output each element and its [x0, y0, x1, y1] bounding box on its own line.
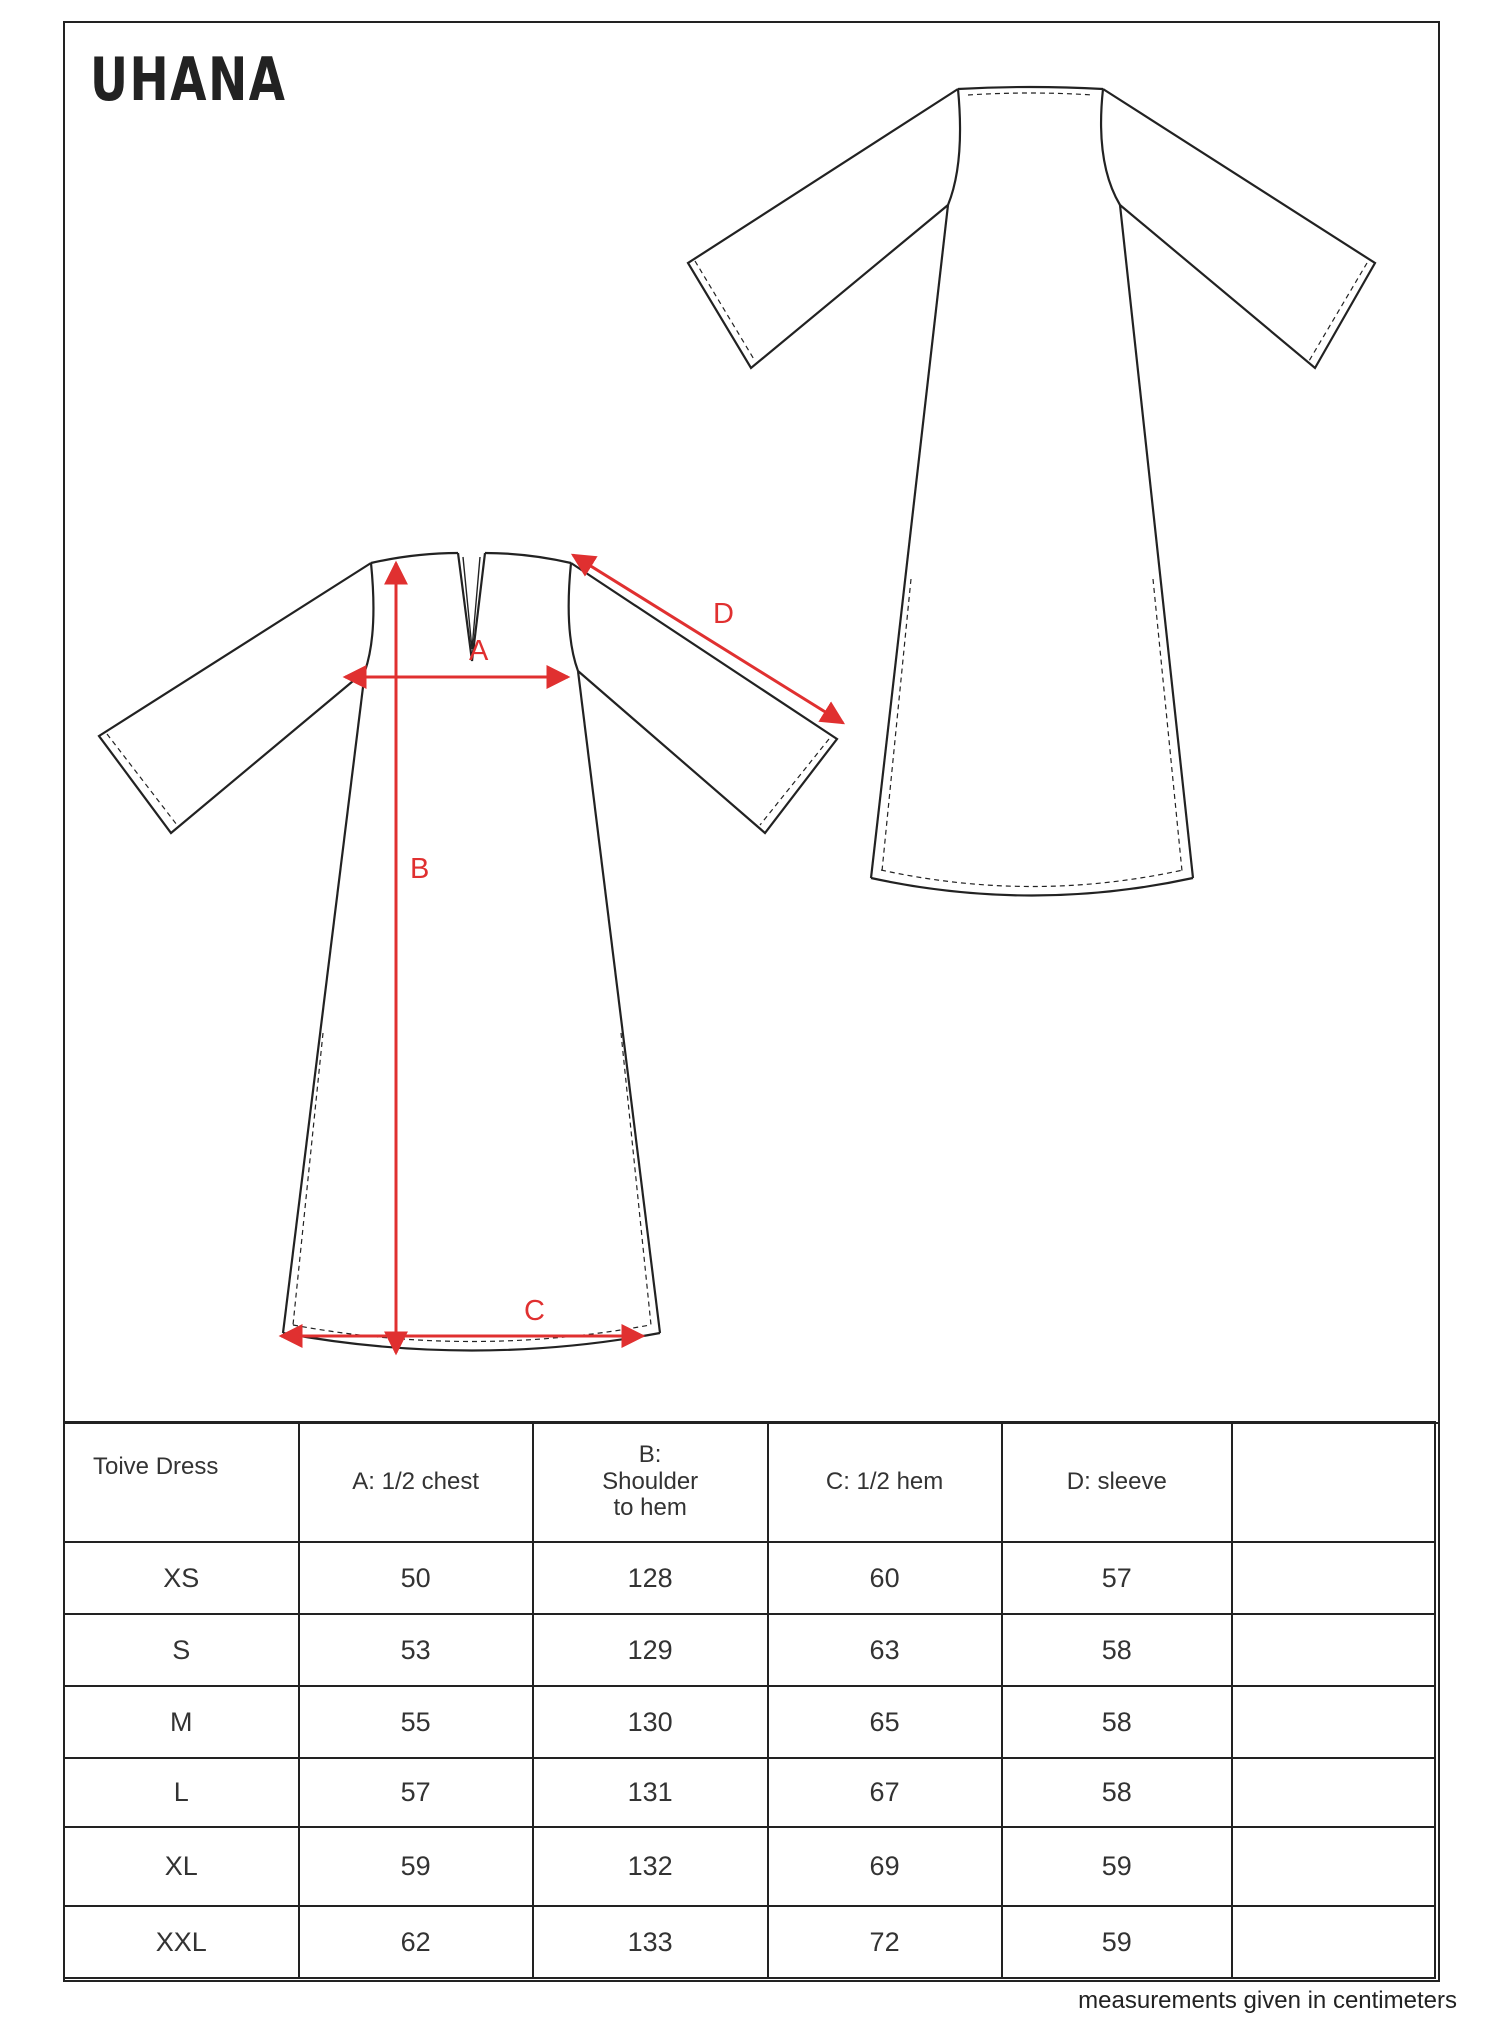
units-footnote: measurements given in centimeters [1078, 1987, 1457, 2014]
cell-hem: 67 [768, 1758, 1002, 1827]
header-shoulder-to-hem: B: Shoulder to hem [533, 1422, 768, 1542]
cell-extra [1232, 1827, 1435, 1906]
table-row [64, 1614, 1435, 1686]
cell-chest: 59 [299, 1827, 533, 1906]
cell-chest: 62 [299, 1906, 533, 1978]
cell-size: M [64, 1686, 299, 1758]
cell-size: XL [64, 1827, 299, 1906]
cell-extra [1232, 1614, 1435, 1686]
cell-size: L [64, 1758, 299, 1827]
cell-extra [1232, 1758, 1435, 1827]
diagram-area [65, 23, 1438, 1424]
cell-size: XS [64, 1542, 299, 1614]
cell-sleeve: 59 [1002, 1827, 1232, 1906]
cell-size: S [64, 1614, 299, 1686]
table-header-row [64, 1422, 1435, 1542]
cell-shoulder-to-hem: 131 [533, 1758, 768, 1827]
cell-size: XXL [64, 1906, 299, 1978]
table-title: Toive Dress [64, 1422, 299, 1542]
cell-sleeve: 58 [1002, 1758, 1232, 1827]
cell-shoulder-to-hem: 130 [533, 1686, 768, 1758]
measure-a-label: A [469, 635, 489, 667]
cell-chest: 53 [299, 1614, 533, 1686]
cell-chest: 55 [299, 1686, 533, 1758]
measure-d-label: D [713, 598, 734, 630]
cell-extra [1232, 1686, 1435, 1758]
measure-c-label: C [524, 1295, 545, 1327]
cell-shoulder-to-hem: 132 [533, 1827, 768, 1906]
back-view-dress [617, 87, 1375, 896]
cell-hem: 65 [768, 1686, 1002, 1758]
cell-hem: 69 [768, 1827, 1002, 1906]
size-chart-sheet [63, 21, 1440, 1982]
cell-extra [1232, 1542, 1435, 1614]
cell-chest: 57 [299, 1758, 533, 1827]
cell-shoulder-to-hem: 133 [533, 1906, 768, 1978]
cell-shoulder-to-hem: 129 [533, 1614, 768, 1686]
table-row [64, 1542, 1435, 1614]
cell-chest: 50 [299, 1542, 533, 1614]
table-row [64, 1827, 1435, 1906]
header-sleeve: D: sleeve [1002, 1422, 1232, 1542]
cell-shoulder-to-hem: 128 [533, 1542, 768, 1614]
size-table [63, 1421, 1436, 1979]
measure-b-label: B [410, 853, 430, 885]
header-extra [1232, 1422, 1435, 1542]
header-chest: A: 1/2 chest [299, 1422, 533, 1542]
cell-sleeve: 57 [1002, 1542, 1232, 1614]
cell-sleeve: 59 [1002, 1906, 1232, 1978]
measure-d-line [573, 555, 843, 723]
table-row [64, 1758, 1435, 1827]
cell-sleeve: 58 [1002, 1614, 1232, 1686]
cell-hem: 60 [768, 1542, 1002, 1614]
cell-hem: 72 [768, 1906, 1002, 1978]
cell-extra [1232, 1906, 1435, 1978]
cell-hem: 63 [768, 1614, 1002, 1686]
table-row [64, 1686, 1435, 1758]
header-hem: C: 1/2 hem [768, 1422, 1002, 1542]
cell-sleeve: 58 [1002, 1686, 1232, 1758]
table-row [64, 1906, 1435, 1978]
brand-logo: UHANA [90, 45, 287, 115]
front-view-dress [99, 553, 837, 1351]
dress-drawing [65, 23, 1438, 1422]
